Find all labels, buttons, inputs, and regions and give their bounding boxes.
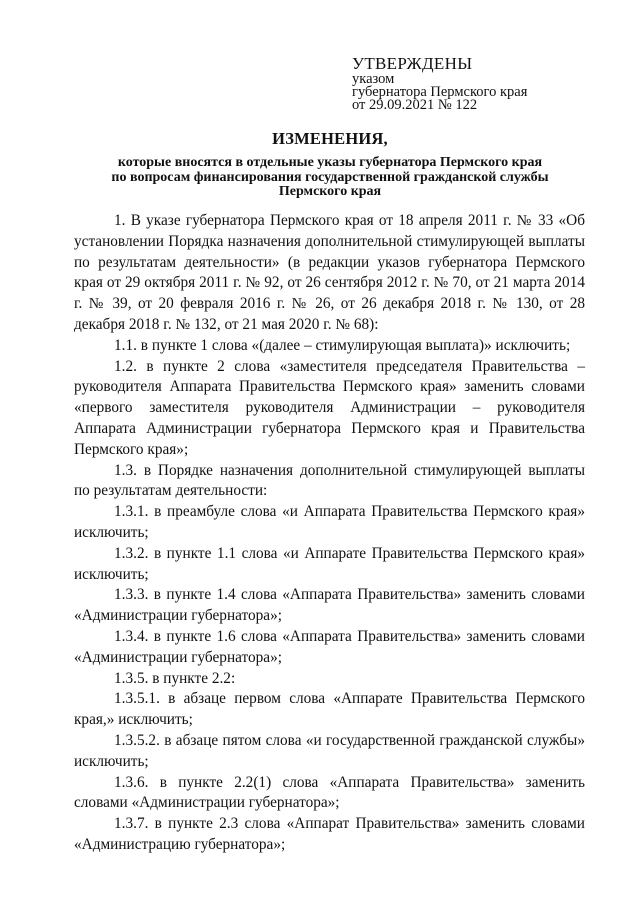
approval-by-decree: указом bbox=[352, 71, 395, 87]
paragraph-1-3-2: 1.3.2. в пункте 1.1 слова «и Аппарате Правительства Пермского края» исключить; bbox=[74, 544, 585, 583]
document-body bbox=[74, 211, 585, 856]
approval-stamp bbox=[352, 55, 622, 112]
paragraph-1-3-6: 1.3.6. в пункте 2.2(1) слова «Аппарата Правительства» заменить словами «Администрации губернатора»; bbox=[74, 773, 585, 812]
approval-issuer: губернатора Пермского края bbox=[352, 84, 528, 100]
document-subtitle-line: Пермского края bbox=[278, 184, 382, 199]
paragraph-1-3-5-2: 1.3.5.2. в абзаце пятом слова «и государственной гражданской службы» исключить; bbox=[74, 731, 585, 770]
paragraph-1: 1. В указе губернатора Пермского края от 18 апреля 2011 г. № 33 «Об установлении Порядка назначения дополнительной стимулирующей выплаты по результатам деятельности» (в редакции указов губернатора Пермского края от 29 октября 2011 г. № 92, от 26 сентября 2012 г. № 70, от 21 марта 2014 г. № 39, от 20 февраля 2016 г. № 26, от 26 декабря 2018 г. № 130, от 28 декабря 2018 г. № 132, от 21 мая 2020 г. № 68): bbox=[74, 212, 585, 333]
paragraph-1-2: 1.2. в пункте 2 слова «заместителя председателя Правительства – руководителя Аппарата Правительства Пермского края» заменить словами «первого заместителя руководителя Администрации – руководителя Аппарата Администрации губернатора Пермского края и Правительства Пермского края»; bbox=[74, 357, 585, 458]
paragraph-1-3-4: 1.3.4. в пункте 1.6 слова «Аппарата Правительства» заменить словами «Администрации губернатора»; bbox=[74, 627, 585, 666]
paragraph-1-1: 1.1. в пункте 1 слова «(далее – стимулирующая выплата)» исключить; bbox=[114, 336, 571, 354]
paragraph-1-3-3: 1.3.3. в пункте 1.4 слова «Аппарата Правительства» заменить словами «Администрации губернатора»; bbox=[74, 586, 585, 625]
paragraph-1-3-7: 1.3.7. в пункте 2.3 слова «Аппарат Правительства» заменить словами «Администрацию губернатора»; bbox=[74, 815, 585, 853]
document-heading bbox=[70, 128, 590, 200]
approval-date-number: от 29.09.2021 № 122 bbox=[352, 97, 478, 113]
document-title: ИЗМЕНЕНИЯ, bbox=[272, 129, 388, 148]
document-subtitle-line: по вопросам финансирования государственной гражданской службы bbox=[111, 169, 549, 185]
approval-heading: УТВЕРЖДЕНЫ bbox=[352, 54, 473, 73]
paragraph-1-3: 1.3. в Порядке назначения дополнительной стимулирующей выплаты по результатам деятельности: bbox=[74, 461, 585, 500]
paragraph-1-3-1: 1.3.1. в преамбуле слова «и Аппарата Правительства Пермского края» исключить; bbox=[74, 503, 585, 541]
document-subtitle-line: которые вносятся в отдельные указы губернатора Пермского края bbox=[117, 155, 543, 170]
paragraph-1-3-5: 1.3.5. в пункте 2.2: bbox=[114, 669, 236, 687]
paragraph-1-3-5-1: 1.3.5.1. в абзаце первом слова «Аппарате Правительства Пермского края,» исключить; bbox=[74, 690, 585, 729]
